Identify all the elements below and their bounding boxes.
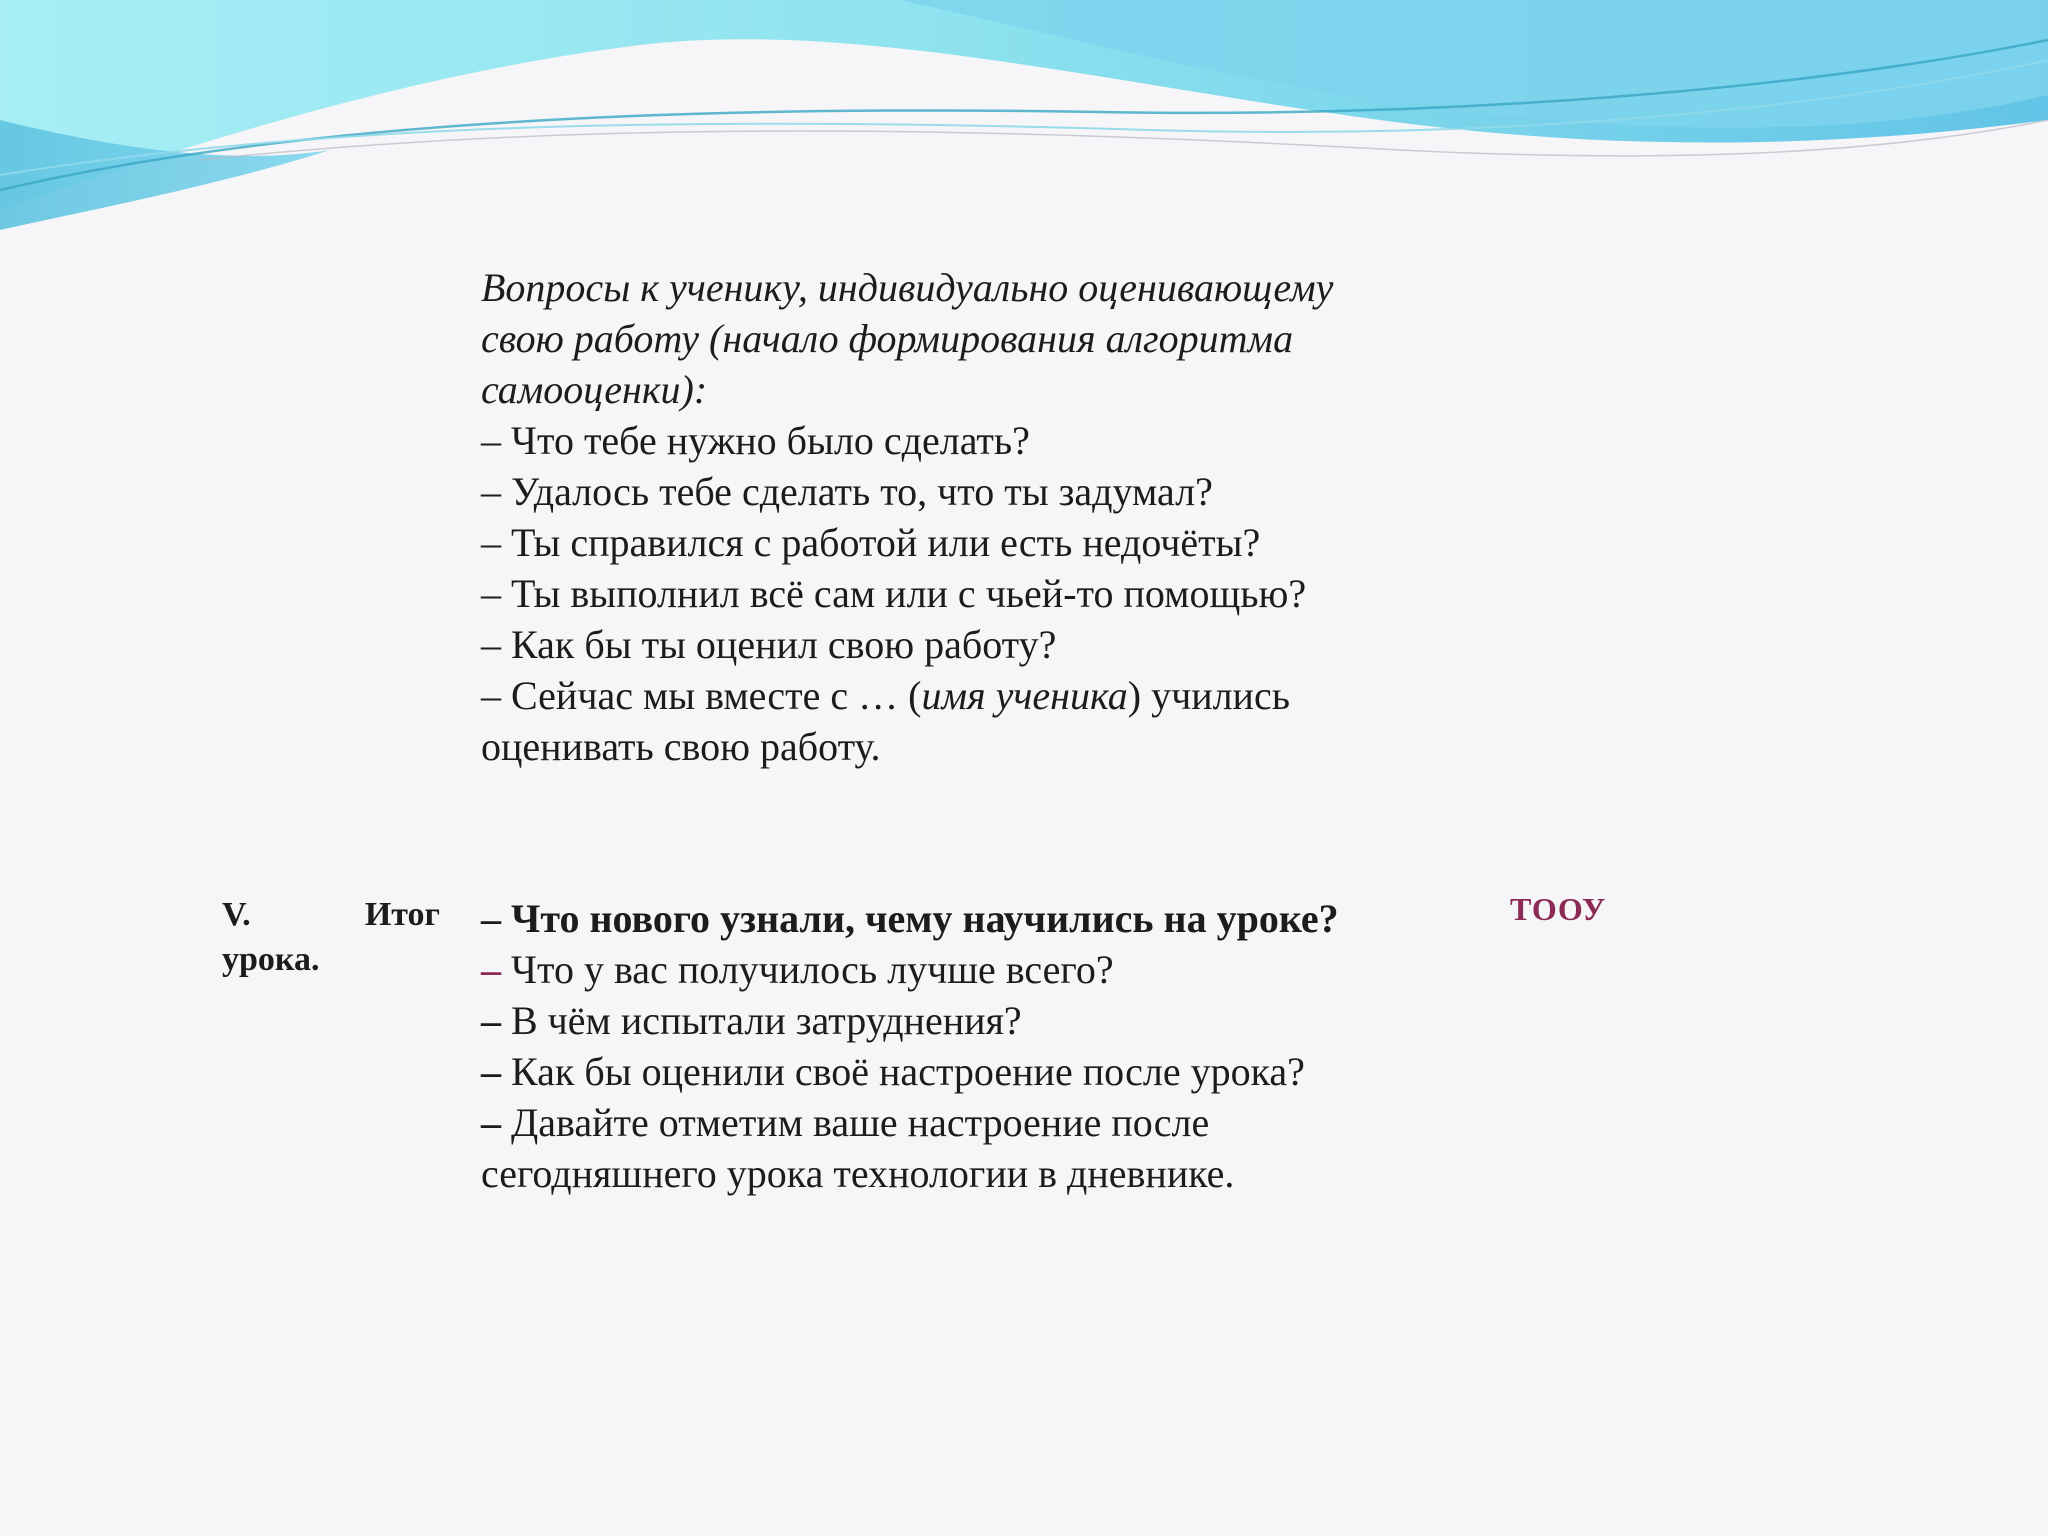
section-title-word: урока.: [222, 941, 320, 978]
dash: –: [481, 1049, 501, 1094]
intro-line: самооценки):: [481, 367, 708, 412]
section-number: V.: [222, 896, 251, 933]
summary-question: [481, 995, 1521, 1046]
question-line: – Ты справился с работой или есть недочёты?: [481, 520, 1261, 565]
intro-line: свою работу (начало формирования алгоритма: [481, 316, 1294, 361]
question-line: – Что тебе нужно было сделать?: [481, 418, 1030, 463]
dash: –: [481, 998, 501, 1043]
summary-question: [481, 944, 1521, 995]
section-title-word: Итог: [364, 896, 440, 933]
summary-question: [481, 1097, 1521, 1148]
summary-question: [481, 1046, 1521, 1097]
section-label: [222, 892, 440, 982]
decorative-wave-header: [0, 0, 2048, 260]
summary-question-text: Что у вас получилось лучше всего?: [501, 947, 1114, 992]
question-line: – Как бы ты оценил свою работу?: [481, 622, 1057, 667]
tooy-tag: ТООУ: [1510, 891, 1607, 927]
question-line: – Ты выполнил всё сам или с чьей-то помощью?: [481, 571, 1307, 616]
question-continuation: оценивать свою работу.: [481, 724, 881, 769]
summary-question-text: Как бы оценили своё настроение после урока?: [501, 1049, 1305, 1094]
intro-line: Вопросы к ученику, индивидуально оценивающему: [481, 265, 1334, 310]
question-line-with-name: [481, 670, 1521, 721]
question-text: – Сейчас мы вместе с … (: [481, 673, 922, 718]
student-name-placeholder: имя ученика: [921, 673, 1128, 718]
question-text: ) учились: [1127, 673, 1290, 718]
summary-question-text: В чём испытали затруднения?: [501, 998, 1022, 1043]
summary-question-main: – Что нового узнали, чему научились на уроке?: [481, 896, 1339, 941]
summary-question-text: Давайте отметим ваше настроение после: [501, 1100, 1210, 1145]
dash: –: [481, 1100, 501, 1145]
summary-continuation: сегодняшнего урока технологии в дневнике.: [481, 1151, 1235, 1196]
dash-accent: –: [481, 947, 501, 992]
summary-block: [481, 893, 1521, 1199]
question-line: – Удалось тебе сделать то, что ты задумал?: [481, 469, 1213, 514]
questions-block: [481, 262, 1521, 772]
